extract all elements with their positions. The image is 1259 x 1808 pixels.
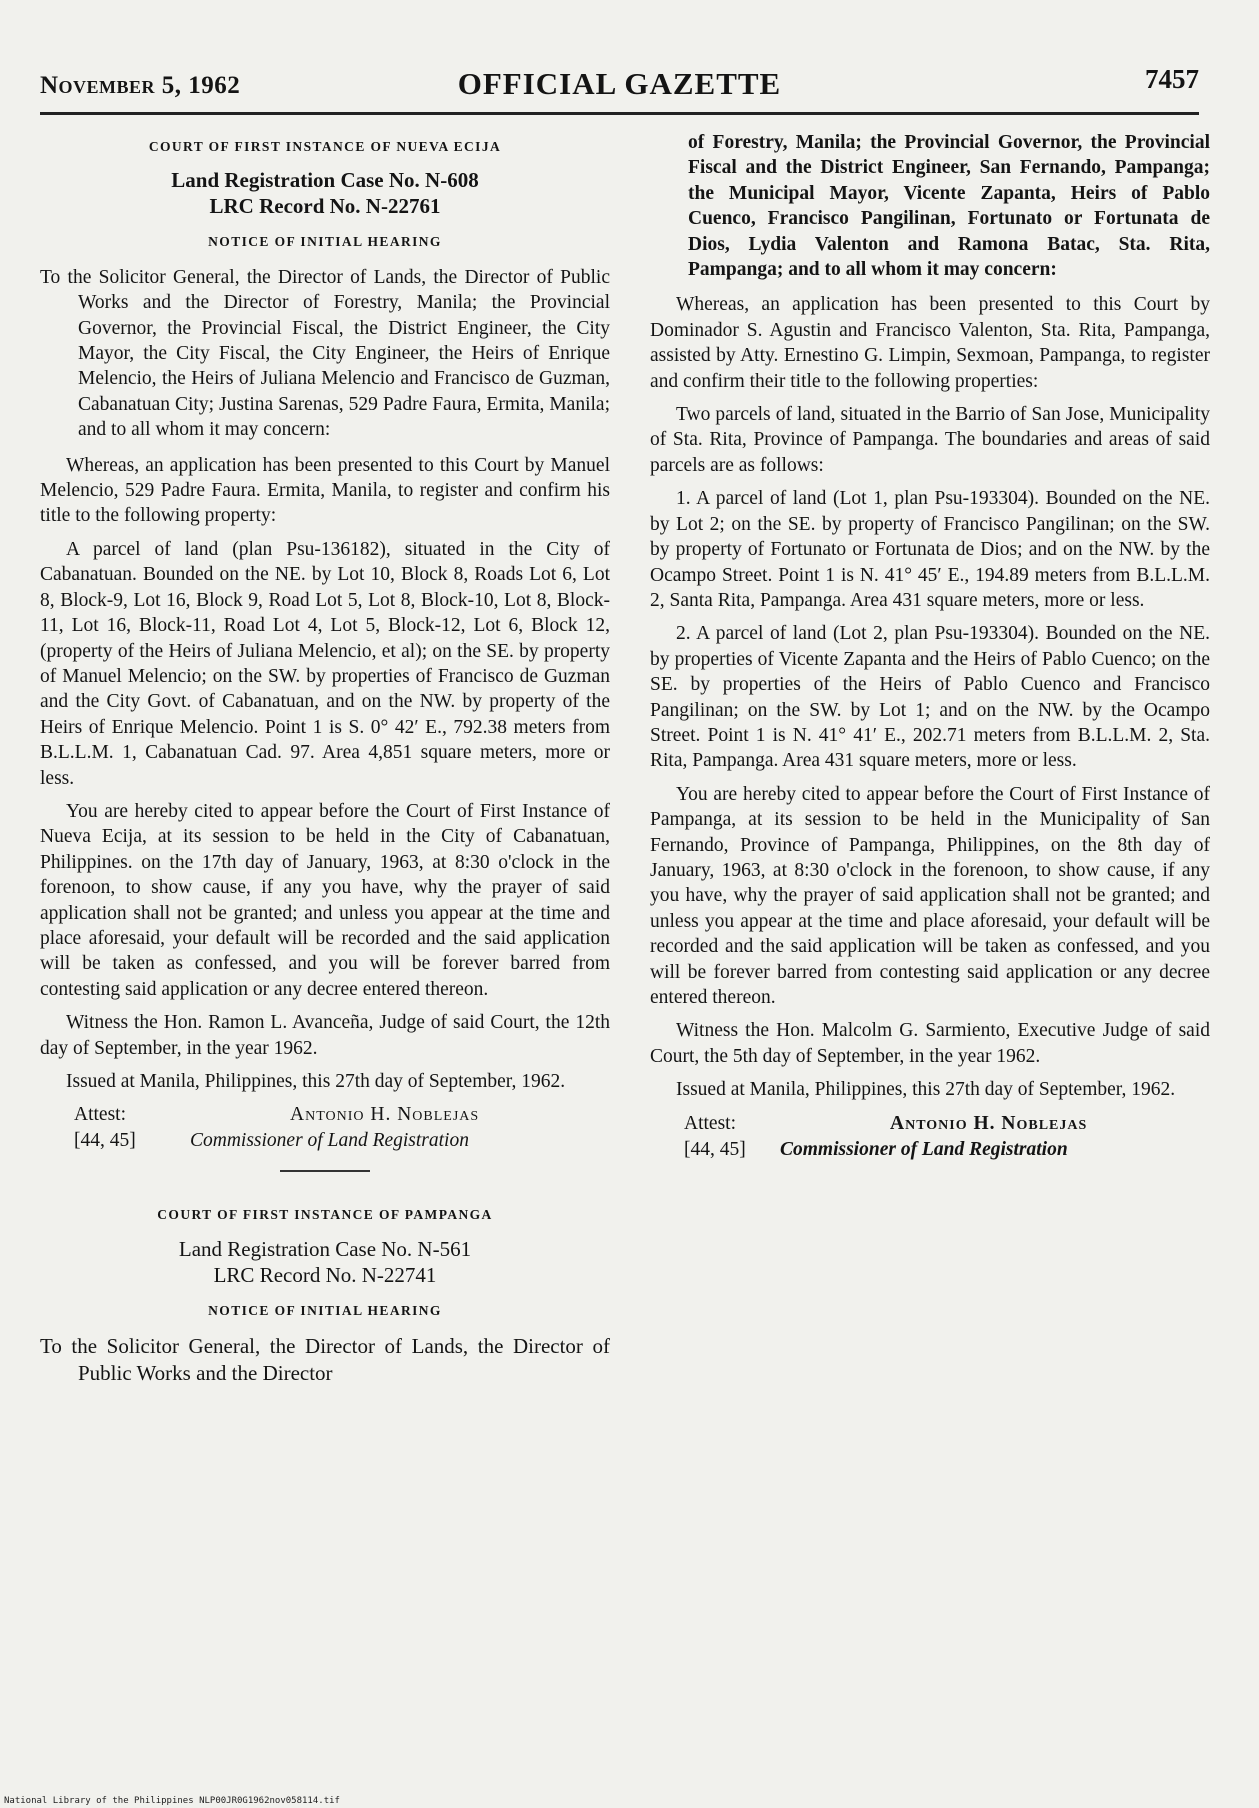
running-head: [40, 62, 1199, 106]
right-column: [650, 130, 1210, 1165]
notice1-attest-label: Attest:: [74, 1104, 126, 1126]
scan-footer: National Library of the Philippines NLP00JR0G1962nov058114.tif: [4, 1796, 340, 1806]
notice1-attestation: [40, 1102, 610, 1156]
issue-date: November 5, 1962: [40, 72, 241, 99]
notice2-case-no: Land Registration Case No. N-561: [178, 1236, 472, 1261]
notice2-addressee-cont: of Forestry, Manila; the Provincial Governor, the Provincial Fiscal and the District Engineer, San Fernando, Pampanga; the Municipal Mayor, Vicente Zapanta, Heirs of Pablo Cuenco, Francisco Pangilinan, Fortunato or Fortunata de Dios, Lydia Valenton and Ramona Batac, Sta. Rita, Pampanga; and to all whom it may concern:: [688, 132, 1210, 281]
notice1-para-parcel: A parcel of land (plan Psu-136182), situated in the City of Cabanatuan. Bounded on the NE. by Lot 10, Block 8, Roads Lot 6, Lot 8, Block-9, Lot 16, Block 9, Road Lot 5, Lot 8, Block-10, Lot 8, Block-11, Lot 16, Block-11, Road Lot 4, Lot 5, Block-12, Lot 6, Block 12, (property of the Heirs of Juliana Melencio, et al); on the SE. by property of Manuel Melencio; on the SW. by properties of Francisco de Guzman and the City Govt. of Cabanatuan, and on the NW. by property of the Heirs of Enrique Melencio. Point 1 is S. 0° 42′ E., 792.38 meters from B.L.L.M. 1, Cabanatuan Cad. 97. Area 4,851 square meters, more or less.: [40, 538, 610, 789]
notice1-para-application: Whereas, an application has been presented to this Court by Manuel Melencio, 529 Padre Faura. Ermita, Manila, to register and confirm his title to the following property:: [40, 454, 610, 527]
notice1-court: COURT OF FIRST INSTANCE OF NUEVA ECIJA: [148, 139, 502, 154]
notice1-attest-name: Antonio H. Noblejas: [290, 1104, 480, 1126]
notice1-addressee: To the Solicitor General, the Director of Lands, the Director of Public Works and the Director of Forestry, Manila; the Provincial Governor, the Provincial Fiscal, the District Engineer, the City Mayor, the City Fiscal, the City Engineer, the Heirs of Enrique Melencio, the Heirs of Juliana Melencio and Francisco de Guzman, Cabanatuan City; Justina Sarenas, 529 Padre Faura, Ermita, Manila; and to all whom it may concern:: [40, 266, 610, 441]
page-number: 7457: [1145, 64, 1199, 94]
notice1-title: NOTICE OF INITIAL HEARING: [208, 234, 442, 250]
notice2-attestation: [650, 1111, 1210, 1165]
notice1-para-citation: You are hereby cited to appear before the Court of First Instance of Nueva Ecija, at its session to be held in the City of Cabanatuan, Philippines. on the 17th day of January, 1963, at 8:30 o'clock in the forenoon, to show cause, if any you have, why the prayer of said application shall not be granted; and unless you appear at the time and place aforesaid, your default will be recorded and the said application will be taken as confessed, and you will be forever barred from contesting said application or any decree entered thereon.: [40, 800, 610, 1000]
notice2-para-parcels: Two parcels of land, situated in the Barrio of San Jose, Municipality of Sta. Rita, Province of Pampanga. The boundaries and areas of said parcels are as follows:: [650, 404, 1210, 476]
notice-separator: [280, 1170, 370, 1172]
notice2-attest-ref: [44, 45]: [684, 1138, 746, 1160]
notice2-para-lot2: 2. A parcel of land (Lot 2, plan Psu-193304). Bounded on the NE. by properties of Vicente Zapanta and the Heirs of Pablo Cuenco; on the SE. by properties of the Heirs of Pablo Cuenco and Francisco Pangilinan; on the SW. by Lot 1; and on the NW. by the Ocampo Street. Point 1 is N. 41° 41′ E., 202.71 meters from B.L.L.M. 2, Sta. Rita, Pampanga. Area 431 square meters, more or less.: [650, 623, 1210, 772]
notice2-title: NOTICE OF INITIAL HEARING: [208, 1302, 442, 1318]
notice2-para-lot1: 1. A parcel of land (Lot 1, plan Psu-193304). Bounded on the NE. by Lot 2; on the SE. by property of Francisco Pangilinan; on the SW. by property of Fortunato or Fortunata de Dios; and on the NW. by the Ocampo Street. Point 1 is N. 41° 45′ E., 194.89 meters from B.L.L.M. 2, Santa Rita, Pampanga. Area 431 square meters, more or less.: [650, 488, 1210, 611]
notice1-para-witness: Witness the Hon. Ramon L. Avanceña, Judge of said Court, the 12th day of September, in the year 1962.: [40, 1012, 610, 1059]
notice2-attest-label: Attest:: [684, 1112, 736, 1134]
notice1-attest-ref: [44, 45]: [74, 1130, 136, 1152]
notice2-court: COURT OF FIRST INSTANCE OF PAMPANGA: [157, 1207, 493, 1223]
notice2-addressee-start: To the Solicitor General, the Director of Lands, the Director of Public Works and the Director: [40, 1334, 610, 1386]
notice2-para-citation: You are hereby cited to appear before the Court of First Instance of Pampanga, at its session to be held in the Municipality of San Fernando, Province of Pampanga, Philippines, on the 8th day of January, 1963, at 8:30 o'clock in the forenoon, to show cause, if any you have, why the prayer of said application shall not be granted; and unless you appear at the time and place aforesaid, your default will be recorded and the said application will be taken as confessed, and you will be forever barred from contesting said application or any decree entered thereon.: [650, 783, 1210, 1008]
publication-title: OFFICIAL GAZETTE: [457, 66, 782, 101]
notice1-case-no: Land Registration Case No. N-608: [171, 168, 479, 193]
notice2-attest-office: Commissioner of Land Registration: [780, 1138, 1068, 1160]
notice1-attest-office: Commissioner of Land Registration: [190, 1130, 469, 1152]
header-rule: [40, 112, 1199, 115]
notice1-para-issued: Issued at Manila, Philippines, this 27th day of September, 1962.: [66, 1071, 566, 1092]
notice2-record-no: LRC Record No. N-22741: [213, 1262, 437, 1287]
notice1-record-no: LRC Record No. N-22761: [209, 194, 441, 219]
left-column: [40, 130, 610, 1397]
notice2-para-witness: Witness the Hon. Malcolm G. Sarmiento, Executive Judge of said Court, the 5th day of September, in the year 1962.: [650, 1020, 1210, 1067]
notice2-attest-name: Antonio H. Noblejas: [890, 1112, 1088, 1134]
notice2-para-issued: Issued at Manila, Philippines, this 27th day of September, 1962.: [676, 1079, 1176, 1101]
notice2-para-application: Whereas, an application has been presented to this Court by Dominador S. Agustin and Francisco Valenton, Sta. Rita, Pampanga, assisted by Atty. Ernestino G. Limpin, Sexmoan, Pampanga, to register and confirm their title to the following properties:: [650, 294, 1210, 392]
